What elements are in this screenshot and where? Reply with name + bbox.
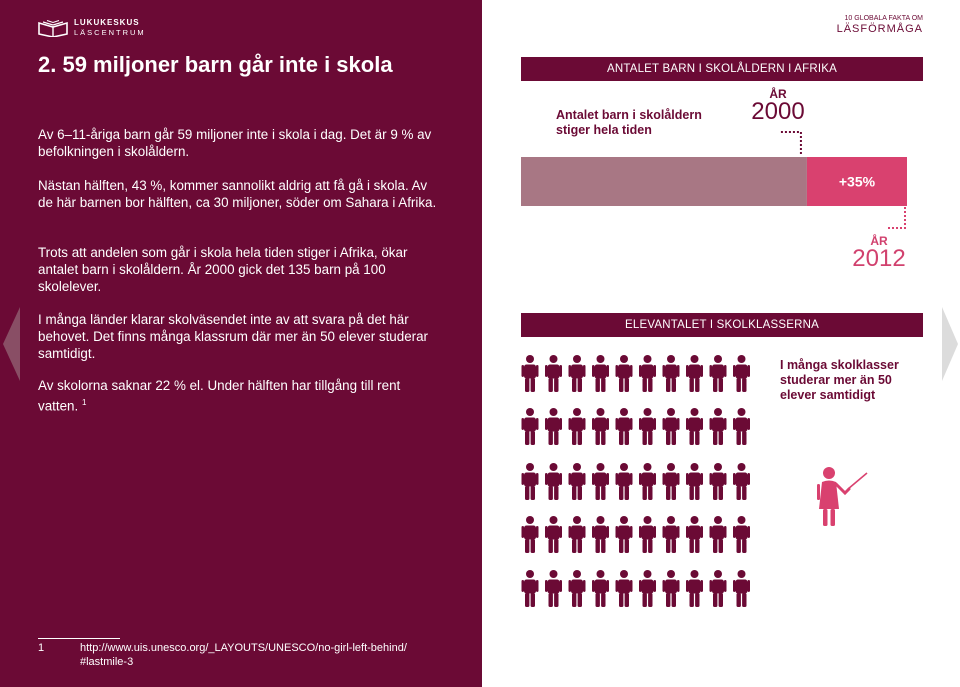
logo-line2: LÄSCENTRUM [74, 28, 146, 38]
year-2000-label [745, 88, 811, 124]
paragraph-5 [38, 377, 443, 414]
student-icon [616, 355, 633, 392]
year-2012-number: 2012 [852, 245, 906, 272]
book-icon [38, 19, 68, 37]
student-icon [686, 463, 703, 500]
student-icon [686, 570, 703, 607]
page-title: 2. 59 miljoner barn går inte i skola [38, 52, 393, 77]
student-icon [686, 408, 703, 445]
student-icon [663, 355, 680, 392]
student-icon [733, 463, 750, 500]
student-icon [592, 355, 609, 392]
paragraph-4: I många länder klarar skolväsendet inte av att svara på det här behovet. Det finns många klassrum där mer än 50 elever studerar samtidigt. [38, 312, 429, 361]
student-icon [522, 570, 539, 607]
student-icon [592, 408, 609, 445]
year-2000-number: 2000 [751, 98, 805, 125]
student-icon [522, 408, 539, 445]
student-icon [639, 355, 656, 392]
student-icon [616, 516, 633, 553]
student-icon [545, 355, 562, 392]
footnote-hashtag: #lastmile-3 [80, 656, 134, 668]
footnote [38, 641, 407, 669]
student-icon [686, 355, 703, 392]
student-icon [522, 355, 539, 392]
student-icon [663, 516, 680, 553]
student-icon [710, 516, 727, 553]
student-icon [710, 408, 727, 445]
student-icon [663, 463, 680, 500]
series-big: LÄSFÖRMÅGA [836, 23, 923, 35]
footnote-divider [38, 638, 120, 639]
student-icon [663, 570, 680, 607]
student-icon [639, 570, 656, 607]
bar-2000 [521, 157, 807, 206]
dotted-leader-2000 [781, 132, 801, 156]
student-icon [592, 516, 609, 553]
student-icon [569, 408, 586, 445]
arrow-right-icon[interactable] [940, 305, 960, 383]
student-icon [733, 570, 750, 607]
student-icon [545, 463, 562, 500]
classroom-pictogram [521, 355, 923, 630]
student-icon [569, 463, 586, 500]
year-2012-label [846, 235, 912, 271]
student-icon [710, 570, 727, 607]
year-2000-word: ÅR [769, 87, 787, 101]
student-icon [686, 516, 703, 553]
paragraph-3: Trots att andelen som går i skola hela tiden stiger i Afrika, ökar antalet barn i skolåldern. År 2000 gick det 135 barn på 100 skolelever. [38, 245, 408, 294]
student-icon [639, 408, 656, 445]
student-icon [733, 408, 750, 445]
paragraph-1: Av 6–11-åriga barn går 59 miljoner inte i skola i dag. Det är 9 % av befolkningen i skolåldern. [38, 127, 432, 159]
chart-title-band: ANTALET BARN I SKOLÅLDERN I AFRIKA [521, 57, 923, 81]
arrow-left-icon[interactable] [0, 305, 22, 383]
student-icon [710, 355, 727, 392]
classroom-note: I många skolklasser studerar mer än 50 elever samtidigt [780, 358, 899, 402]
student-icon [616, 570, 633, 607]
student-icon [639, 463, 656, 500]
series-small: 10 GLOBALA FAKTA OM [844, 15, 923, 22]
logo-line1: LUKUKESKUS [74, 18, 140, 28]
student-icon [733, 355, 750, 392]
footnote-url[interactable]: http://www.uis.unesco.org/_LAYOUTS/UNESCO/no-girl-left-behind/ [80, 642, 407, 654]
student-icon [639, 516, 656, 553]
footnote-number: 1 [38, 642, 45, 654]
student-icon [663, 408, 680, 445]
student-icon [522, 516, 539, 553]
student-icon [616, 463, 633, 500]
student-icon [545, 408, 562, 445]
student-icon [545, 570, 562, 607]
student-icon [616, 408, 633, 445]
student-icon [569, 355, 586, 392]
year-2012-word: ÅR [870, 234, 888, 248]
student-icon [522, 463, 539, 500]
footnote-mark: 1 [81, 398, 87, 407]
series-header [837, 15, 923, 35]
student-icon [733, 516, 750, 553]
dotted-leader-2012 [887, 207, 905, 228]
student-icon [569, 516, 586, 553]
student-icon [569, 570, 586, 607]
student-icon [592, 570, 609, 607]
chart-label: Antalet barn i skolåldern stiger hela tiden [556, 108, 702, 137]
student-icon [545, 516, 562, 553]
classroom-band: ELEVANTALET I SKOLKLASSERNA [521, 313, 923, 337]
paragraph-2: Nästan hälften, 43 %, kommer sannolikt aldrig att få gå i skola. Av de här barnen bor hälften, ca 30 miljoner, söder om Sahara i Afrika. [38, 178, 437, 210]
teacher-icon [817, 467, 867, 526]
student-icon [710, 463, 727, 500]
increase-label: +35% [838, 173, 876, 190]
logo [38, 19, 146, 37]
paragraph-5-text: Av skolorna saknar 22 % el. Under hälften har tillgång till rent vatten. [38, 378, 401, 414]
growth-chart [521, 125, 923, 235]
student-icon [592, 463, 609, 500]
